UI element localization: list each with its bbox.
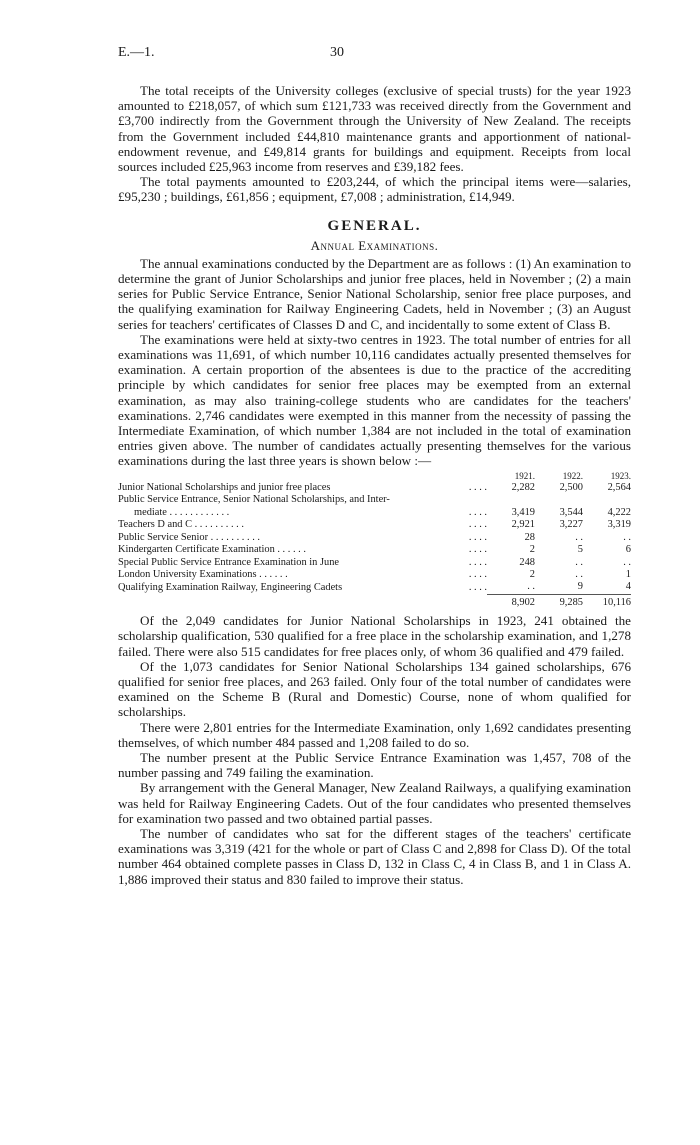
total-value: 9,285 bbox=[535, 594, 583, 613]
paragraph: The number present at the Public Service Entrance Examination was 1,457, 708 of the number passing and 749 failing the examination. bbox=[118, 749, 631, 781]
cell-value: 1 bbox=[625, 568, 631, 580]
row-dots: . . . . bbox=[468, 531, 487, 543]
total-value: 8,902 bbox=[487, 594, 535, 613]
cell-value: 2 bbox=[529, 544, 535, 556]
cell-value: 28 bbox=[524, 531, 535, 543]
row-label: Junior National Scholarships and junior free places bbox=[118, 482, 331, 494]
row-label: Public Service Entrance, Senior National Scholarships, and Inter- bbox=[118, 494, 390, 506]
cell-value: 2,282 bbox=[511, 482, 535, 494]
cell-value: . . bbox=[527, 581, 535, 593]
table-row bbox=[118, 494, 631, 506]
page-number: 30 bbox=[330, 45, 344, 60]
year-header: 1921. bbox=[514, 470, 535, 481]
row-label: London University Examinations . . . . . . bbox=[118, 568, 288, 580]
year-header: 1923. bbox=[610, 470, 631, 481]
paragraph: There were 2,801 entries for the Intermediate Examination, only 1,692 candidates presenting themselves, of which number 484 passed and 1,208 failed to do so. bbox=[118, 719, 631, 750]
paragraph: The annual examinations conducted by the Department are as follows : (1) An examination to determine the grant of Junior Scholarships and junior free places, held in November ; (2) a main series for Public Service Entrance, Senior National Scholarship, senior free place purposes, and the qualifying examination for Railway Engineering Cadets, held in November ; (3) an August series for teachers' certificates of Classes D and C, and incidentally to some extent of Class B. bbox=[118, 255, 631, 332]
paragraph: The number of candidates who sat for the different stages of the teachers' certificate examinations was 3,319 (421 for the whole or part of Class C and 2,898 for Class D). Of the total number 464 obtained complete passes in Class D, 132 in Class C, 4 in Class B, and 1 in Class A. 1,886 improved their status and 830 failed to improve their status. bbox=[118, 825, 631, 887]
row-dots: . . . . bbox=[468, 482, 487, 494]
cell-value: 3,419 bbox=[511, 506, 535, 518]
candidates-table bbox=[118, 470, 631, 613]
cell-value: . . bbox=[623, 556, 631, 568]
row-dots: . . . . bbox=[468, 556, 487, 568]
row-dots: . . . . bbox=[468, 506, 487, 518]
table-row bbox=[118, 507, 631, 519]
cell-value: 2,921 bbox=[511, 519, 535, 531]
table-row bbox=[118, 581, 631, 594]
paragraph: The total receipts of the University colleges (exclusive of special trusts) for the year 1923 amounted to £218,057, of which sum £121,733 was received directly from the Government and £3,700 indirectly from the Government through the University of New Zealand. The receipts from the Government included £44,810 maintenance grants and apportionment of national-endowment revenue, and £49,814 grants for buildings and equipment. Receipts from local sources included £25,963 income from reserves and £39,182 fees. bbox=[118, 83, 631, 175]
table-total-row bbox=[118, 594, 631, 613]
total-value: 10,116 bbox=[583, 594, 631, 613]
cell-value: 3,227 bbox=[559, 519, 583, 531]
row-label: Public Service Senior . . . . . . . . . . bbox=[118, 531, 260, 543]
table-row bbox=[118, 569, 631, 581]
cell-value: 4,222 bbox=[607, 506, 631, 518]
row-dots: . . . . bbox=[468, 568, 487, 580]
table-row bbox=[118, 519, 631, 531]
subsection-title: Annual Examinations. bbox=[310, 237, 439, 253]
table-row bbox=[118, 532, 631, 544]
cell-value: 9 bbox=[577, 581, 583, 593]
table-row bbox=[118, 482, 631, 494]
year-header: 1922. bbox=[562, 470, 583, 481]
paragraph: The total payments amounted to £203,244, of which the principal items were—salaries, £95,230 ; buildings, £61,856 ; equipment, £7,008 ; administration, £14,949. bbox=[118, 174, 631, 205]
row-label: Teachers D and C . . . . . . . . . . bbox=[118, 519, 244, 531]
page-reference: E.—1. bbox=[118, 45, 155, 60]
cell-value: 2 bbox=[529, 568, 535, 580]
table-row bbox=[118, 544, 631, 556]
table-header-row bbox=[118, 470, 631, 482]
cell-value: 248 bbox=[519, 556, 535, 568]
row-dots: . . . . bbox=[468, 544, 487, 556]
table-row bbox=[118, 557, 631, 569]
row-dots: . . . . bbox=[468, 581, 487, 593]
row-label: Special Public Service Entrance Examination in June bbox=[118, 556, 340, 568]
cell-value: 2,500 bbox=[559, 482, 583, 494]
row-dots: . . . . bbox=[468, 519, 487, 531]
cell-value: . . bbox=[575, 568, 583, 580]
paragraph: Of the 1,073 candidates for Senior National Scholarships 134 gained scholarships, 676 qualified for senior free places, and 263 failed. Only four of the total number of candidates were examined on the Scheme B (Rural and Domestic) Course, none of whom qualified for scholarships. bbox=[118, 658, 631, 720]
cell-value: 6 bbox=[625, 544, 631, 556]
paragraph: By arrangement with the General Manager, New Zealand Railways, a qualifying examination was held for Railway Engineering Cadets. Out of the four candidates who presented themselves for examination two passed and two obtained partial passes. bbox=[118, 780, 631, 826]
paragraph: Of the 2,049 candidates for Junior National Scholarships in 1923, 241 obtained the scholarship qualification, 530 qualified for a free place in the scholarship examination, and 1,278 failed. There were also 515 candidates for free places only, of whom 36 qualified and 479 failed. bbox=[118, 613, 631, 659]
section-title: GENERAL. bbox=[327, 217, 422, 234]
cell-value: . . bbox=[575, 556, 583, 568]
cell-value: . . bbox=[623, 531, 631, 543]
paragraph: The examinations were held at sixty-two centres in 1923. The total number of entries for all examinations was 11,691, of which number 10,116 candidates actually presented themselves for examination. A certain proportion of the absentees is due to the practice of the accrediting principle by which candidates for senior free places may be exempted from an external examination, as may also training-college students who are candidates for the teachers' examinations. 2,746 candidates were exempted in this manner from the necessity of passing the Intermediate Examination, of which number 1,384 are not included in the total of examination entries given above. The number of candidates actually presenting themselves for the various examinations during the last three years is shown below :— bbox=[118, 331, 631, 469]
document-body bbox=[118, 83, 631, 887]
row-label: Kindergarten Certificate Examination . . . . . . bbox=[118, 544, 306, 556]
cell-value: 5 bbox=[577, 544, 583, 556]
cell-value: 3,544 bbox=[559, 506, 583, 518]
cell-value: 3,319 bbox=[607, 519, 631, 531]
row-label: mediate . . . . . . . . . . . . bbox=[134, 506, 230, 518]
cell-value: 2,564 bbox=[607, 482, 631, 494]
cell-value: . . bbox=[575, 531, 583, 543]
cell-value: 4 bbox=[625, 581, 631, 593]
row-label: Qualifying Examination Railway, Engineering Cadets bbox=[118, 581, 343, 593]
